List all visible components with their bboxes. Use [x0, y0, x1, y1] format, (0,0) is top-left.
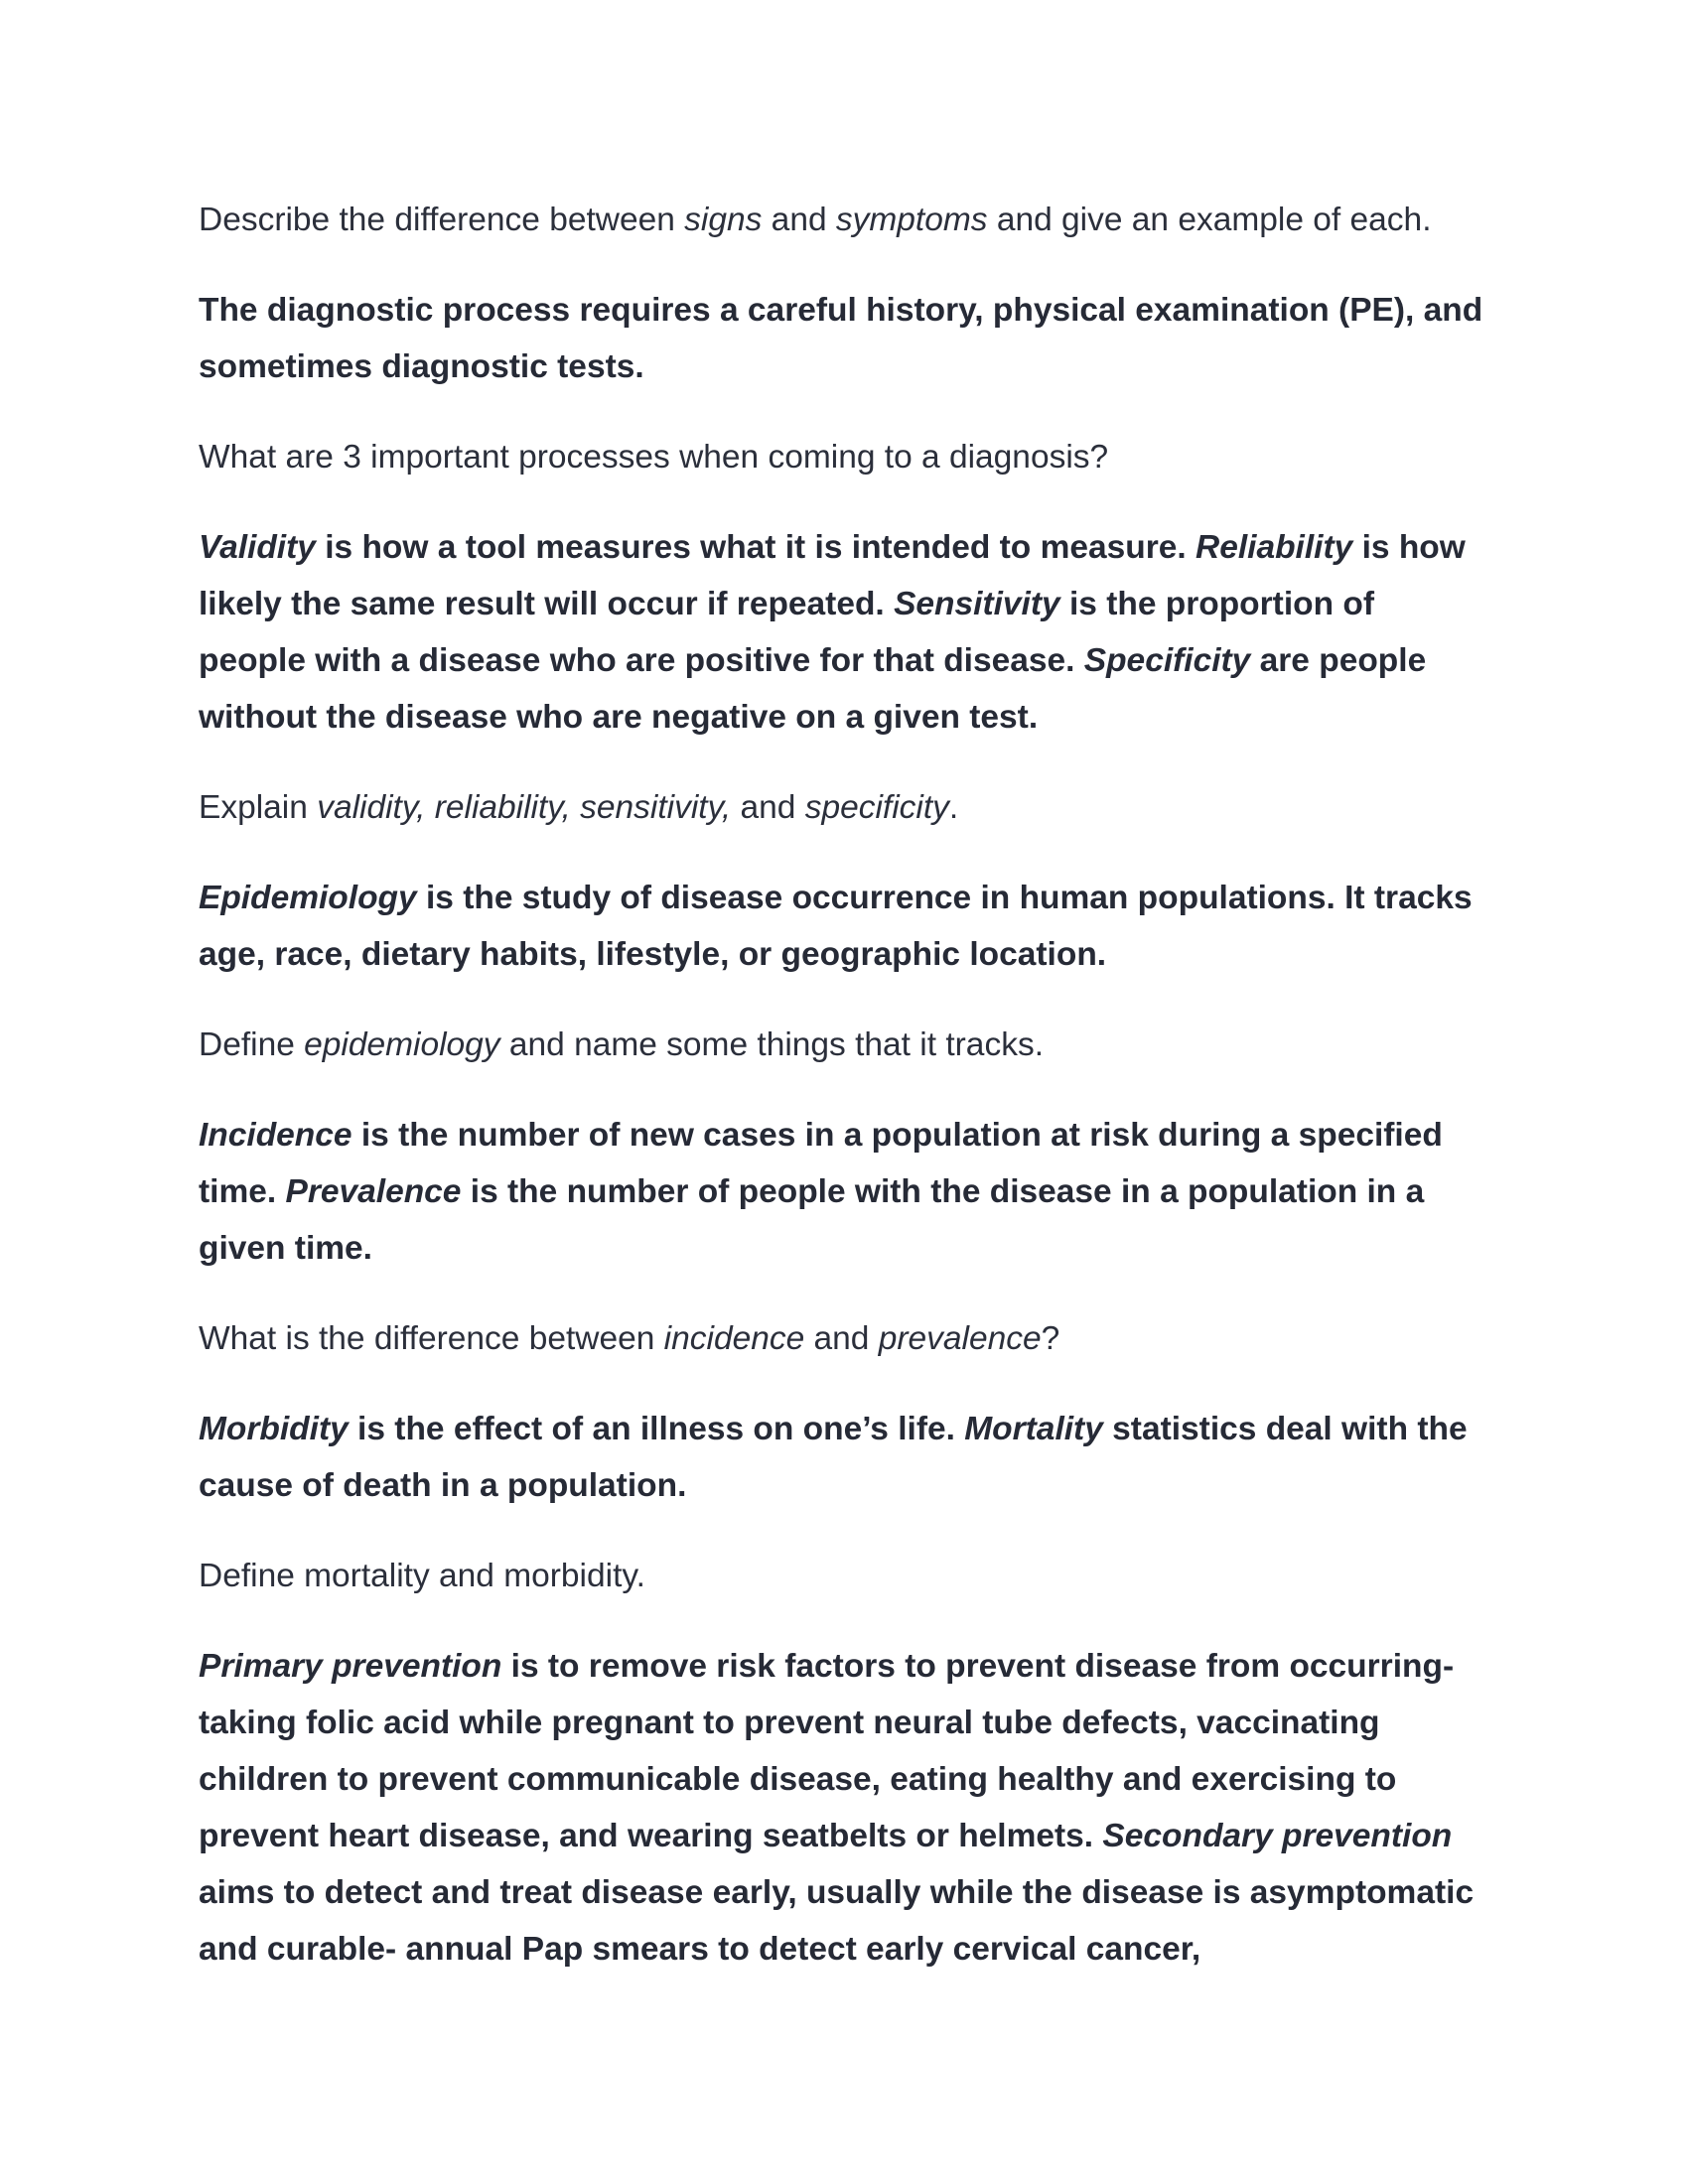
- italic-term: symptoms: [835, 202, 988, 238]
- text-run: and: [731, 789, 805, 826]
- italic-term: epidemiology: [304, 1026, 500, 1063]
- answer-prevention: [199, 1638, 1489, 1978]
- italic-term: signs: [684, 202, 763, 238]
- text-run: What are 3 important processes when coming to a diagnosis?: [199, 439, 1109, 476]
- text-run: .: [948, 789, 959, 826]
- text-run: is the number of people with the disease in a population in a given time.: [199, 1173, 1425, 1267]
- italic-term: Epidemiology: [199, 880, 417, 916]
- italic-term: Sensitivity: [894, 586, 1060, 622]
- question-define-epidemiology: [199, 1017, 1489, 1073]
- text-run: Explain: [199, 789, 318, 826]
- document-page: [199, 192, 1489, 2011]
- text-run: and name some things that it tracks.: [499, 1026, 1044, 1063]
- italic-term: Prevalence: [285, 1173, 462, 1210]
- italic-term: Primary prevention: [199, 1648, 502, 1685]
- text-run: is the effect of an illness on one’s life.: [348, 1411, 965, 1447]
- text-run: Define: [199, 1026, 305, 1063]
- answer-epidemiology: [199, 870, 1489, 983]
- text-run: What is the difference between: [199, 1320, 664, 1357]
- text-run: and: [762, 202, 836, 238]
- italic-term: Specificity: [1083, 642, 1251, 679]
- text-run: is to remove risk factors to prevent disease from occurring- taking folic acid while pregnant to prevent neural tube defects, vaccinating children to prevent communicable disease, eating healthy and exercising to prevent heart disease, and wearing seatbelts or helmets.: [199, 1648, 1455, 1854]
- text-run: is the number of new cases in a population at risk during a specified time.: [199, 1117, 1443, 1210]
- answer-incidence-prevalence: [199, 1107, 1489, 1277]
- italic-term: validity, reliability, sensitivity,: [317, 789, 732, 826]
- text-run: Describe the difference between: [199, 202, 685, 238]
- question-incidence-prevalence: [199, 1310, 1489, 1367]
- italic-term: incidence: [663, 1320, 805, 1357]
- text-run: is how likely the same result will occur if repeated.: [199, 529, 1466, 622]
- question-diagnosis-processes: [199, 429, 1489, 485]
- text-run: are people without the disease who are negative on a given test.: [199, 642, 1427, 736]
- italic-term: specificity: [804, 789, 949, 826]
- italic-term: Validity: [199, 529, 316, 566]
- italic-term: Incidence: [199, 1117, 352, 1154]
- italic-term: Secondary prevention: [1102, 1818, 1453, 1854]
- text-run: is the proportion of people with a disease who are positive for that disease.: [199, 586, 1374, 679]
- text-run: and: [804, 1320, 879, 1357]
- italic-term: prevalence: [878, 1320, 1042, 1357]
- answer-diagnostic-process: [199, 282, 1489, 395]
- text-run: and give an example of each.: [987, 202, 1432, 238]
- italic-term: Reliability: [1196, 529, 1353, 566]
- question-signs-symptoms: [199, 192, 1489, 248]
- answer-validity-reliability: [199, 519, 1489, 746]
- question-define-mortality: [199, 1548, 1489, 1604]
- text-run: The diagnostic process requires a careful history, physical examination (PE), and sometimes diagnostic tests.: [199, 292, 1483, 385]
- italic-term: Morbidity: [199, 1411, 349, 1447]
- text-run: is the study of disease occurrence in human populations. It tracks age, race, dietary habits, lifestyle, or geographic location.: [199, 880, 1473, 973]
- question-explain-terms: [199, 779, 1489, 836]
- text-run: ?: [1041, 1320, 1060, 1357]
- text-run: aims to detect and treat disease early, usually while the disease is asymptomatic and curable- annual Pap smears to detect early cervical cancer,: [199, 1874, 1475, 1968]
- answer-morbidity-mortality: [199, 1401, 1489, 1514]
- text-run: Define mortality and morbidity.: [199, 1558, 645, 1594]
- text-run: statistics deal with the cause of death in a population.: [199, 1411, 1468, 1504]
- text-run: is how a tool measures what it is intended to measure.: [315, 529, 1196, 566]
- italic-term: Mortality: [964, 1411, 1103, 1447]
